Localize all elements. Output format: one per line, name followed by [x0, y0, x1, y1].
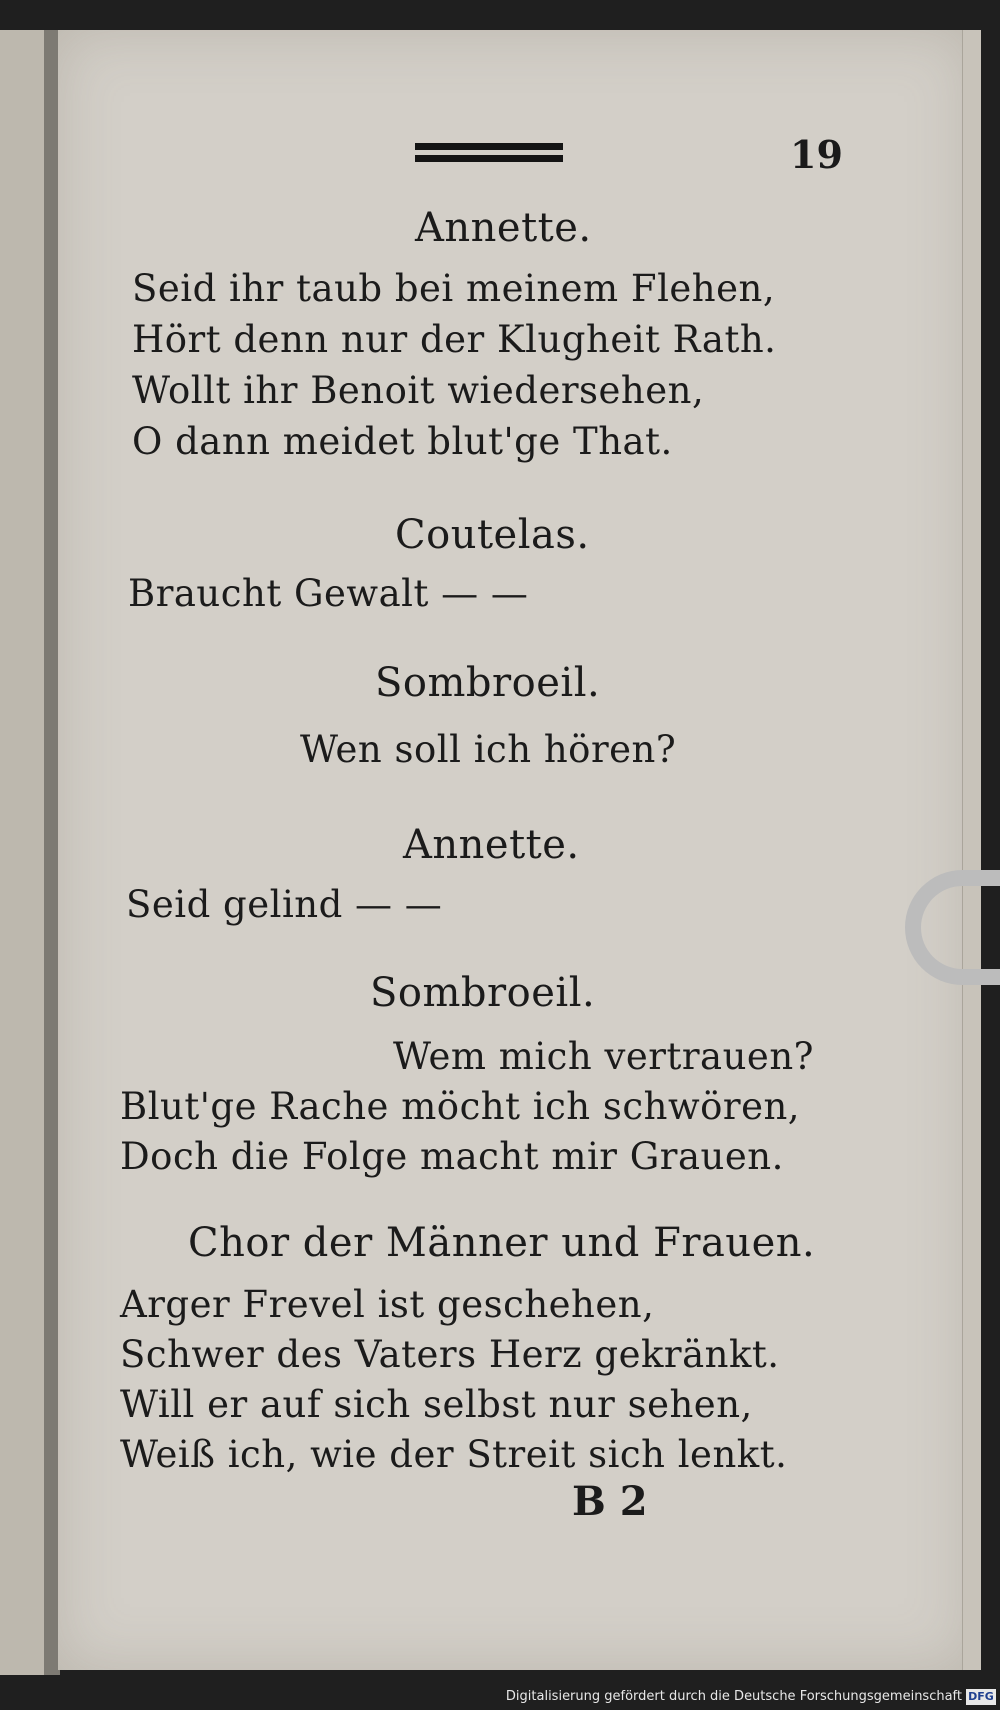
header-double-rule: [415, 143, 563, 163]
dfg-logo: DFG: [966, 1689, 996, 1705]
page-edge: [962, 30, 981, 1670]
speaker-name: Chor der Männer und Frauen.: [188, 1220, 816, 1266]
verse-line: Doch die Folge macht mir Grauen.: [120, 1135, 784, 1178]
speaker-name: Sombroeil.: [375, 660, 601, 706]
footer-credit: Digitalisierung gefördert durch die Deutsche Forschungsgemeinschaft: [505, 1689, 962, 1704]
verse-line: Schwer des Vaters Herz gekränkt.: [120, 1333, 780, 1376]
verse-line: Arger Frevel ist geschehen,: [120, 1283, 655, 1326]
verse-line: Weiß ich, wie der Streit sich lenkt.: [120, 1433, 788, 1476]
facing-page-edge: [0, 30, 50, 1675]
verse-line: Wem mich vertrauen?: [393, 1035, 814, 1078]
digitization-footer: [0, 1680, 1000, 1710]
verse-line: Seid gelind — —: [126, 883, 443, 926]
verse-line: Seid ihr taub bei meinem Flehen,: [132, 267, 776, 310]
speaker-name: Sombroeil.: [370, 970, 596, 1016]
verse-line: Wollt ihr Benoit wiedersehen,: [132, 369, 705, 412]
printer-signature: B 2: [572, 1478, 648, 1525]
verse-line: Will er auf sich selbst nur sehen,: [120, 1383, 753, 1426]
verse-line: Wen soll ich hören?: [300, 728, 677, 771]
speaker-name: Coutelas.: [395, 512, 590, 558]
verse-line: Blut'ge Rache möcht ich schwören,: [120, 1085, 801, 1128]
speaker-name: Annette.: [403, 822, 580, 868]
speaker-name: Annette.: [415, 205, 592, 251]
page-number: 19: [790, 132, 843, 177]
verse-line: Braucht Gewalt — —: [128, 572, 529, 615]
verse-line: O dann meidet blut'ge That.: [132, 420, 673, 463]
verse-line: Hört denn nur der Klugheit Rath.: [132, 318, 777, 361]
